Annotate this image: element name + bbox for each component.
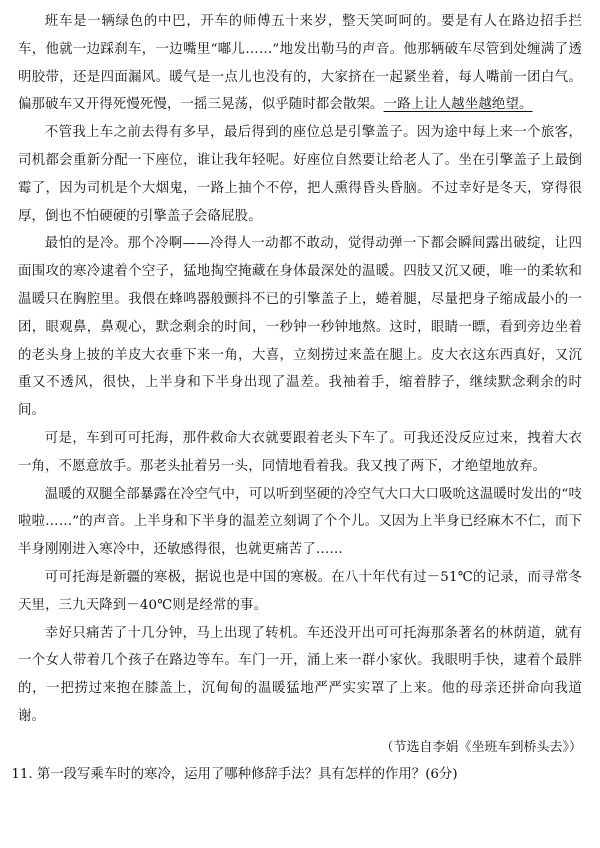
paragraph-1-underlined-sentence: 一路上让人越坐越绝望。 <box>383 97 533 113</box>
paragraph-4: 可是，车到可可托海，那件救命大衣就要跟着老头下车了。可我还没反应过来，拽着大衣一角，不愿意放手。那老头扯着另一头，同情地看着我。我又拽了两下，才绝望地放弃。 <box>18 430 582 474</box>
paragraph-5: 温暖的双腿全部暴露在冷空气中，可以听到坚硬的冷空气大口大口吸吮这温暖时发出的“吱啦啦……”的声音。上半身和下半身的温差立刻调了个个儿。又因为上半身已经麻木不仁，而下半身刚刚进入寒冷中，还敏感得很，也就更痛苦了…… <box>18 486 582 558</box>
paragraph-2: 不管我上车之前去得有多早，最后得到的座位总是引擎盖子。因为途中每上来一个旅客，司机都会重新分配一下座位，谁让我年轻呢。好座位自然要让给老人了。坐在引擎盖子上最倒霉了，因为司机是个大烟鬼，一路上抽个不停，把人熏得昏头昏脑。不过幸好是冬天，穿得很厚，倒也不怕硬硬的引擎盖子会硌屁股。 <box>18 125 582 224</box>
paragraph-3: 最怕的是冷。那个冷啊——冷得人一动都不敢动，觉得动弹一下都会瞬间露出破绽，让四面围攻的寒冷逮着个空子，猛地掏空掩藏在身体最深处的温暖。四肢又沉又硬，唯一的柔软和温暖只在胸腔里。我偎在蜂鸣器般颤抖不已的引擎盖子上，蜷着腿，尽量把身子缩成最小的一团，眼观鼻，鼻观心，默念剩余的时间，一秒钟一秒钟地熬。这时，眼睛一瞟，看到旁边坐着的老头身上披的羊皮大衣垂下来一角，大喜，立刻捞过来盖在腿上。皮大衣这东西真好，又沉重又不透风，很快，上半身和下半身出现了温差。我袖着手，缩着脖子，继续默念剩余的时间。 <box>18 236 582 419</box>
paragraph-1 <box>18 8 582 119</box>
question-11: 11. 第一段写乘车时的寒冷，运用了哪种修辞手法？具有怎样的作用？(6分) <box>11 766 458 782</box>
source-citation: （节选自李娟《坐班车到桥头去》） <box>380 739 582 755</box>
paragraph-6: 可可托海是新疆的寒极，据说也是中国的寒极。在八十年代有过－51℃的记录，而寻常冬天里，三九天降到－40℃则是经常的事。 <box>18 569 582 613</box>
paragraph-7: 幸好只痛苦了十几分钟，马上出现了转机。车还没开出可可托海那条著名的林荫道，就有一个女人带着几个孩子在路边等车。车门一开，涌上来一群小家伙。我眼明手快，逮着个最胖的，一把捞过来抱在膝盖上，沉甸甸的温暖猛地严严实实罩了上来。他的母亲还拼命向我道谢。 <box>18 625 582 724</box>
paragraph-1-text: 班车是一辆绿色的中巴，开车的师傅五十来岁，整天笑呵呵的。要是有人在路边招手拦车，他就一边踩刹车，一边嘴里“嘟儿……”地发出勒马的声音。他那辆破车尽管到处缠满了透明胶带，还是四面漏风。暖气是一点儿也没有的，大家挤在一起紧坐着，每人嘴前一团白气。偏那破车又开得死慢死慢，一摇三晃荡，似乎随时都会散架。 <box>18 14 582 113</box>
